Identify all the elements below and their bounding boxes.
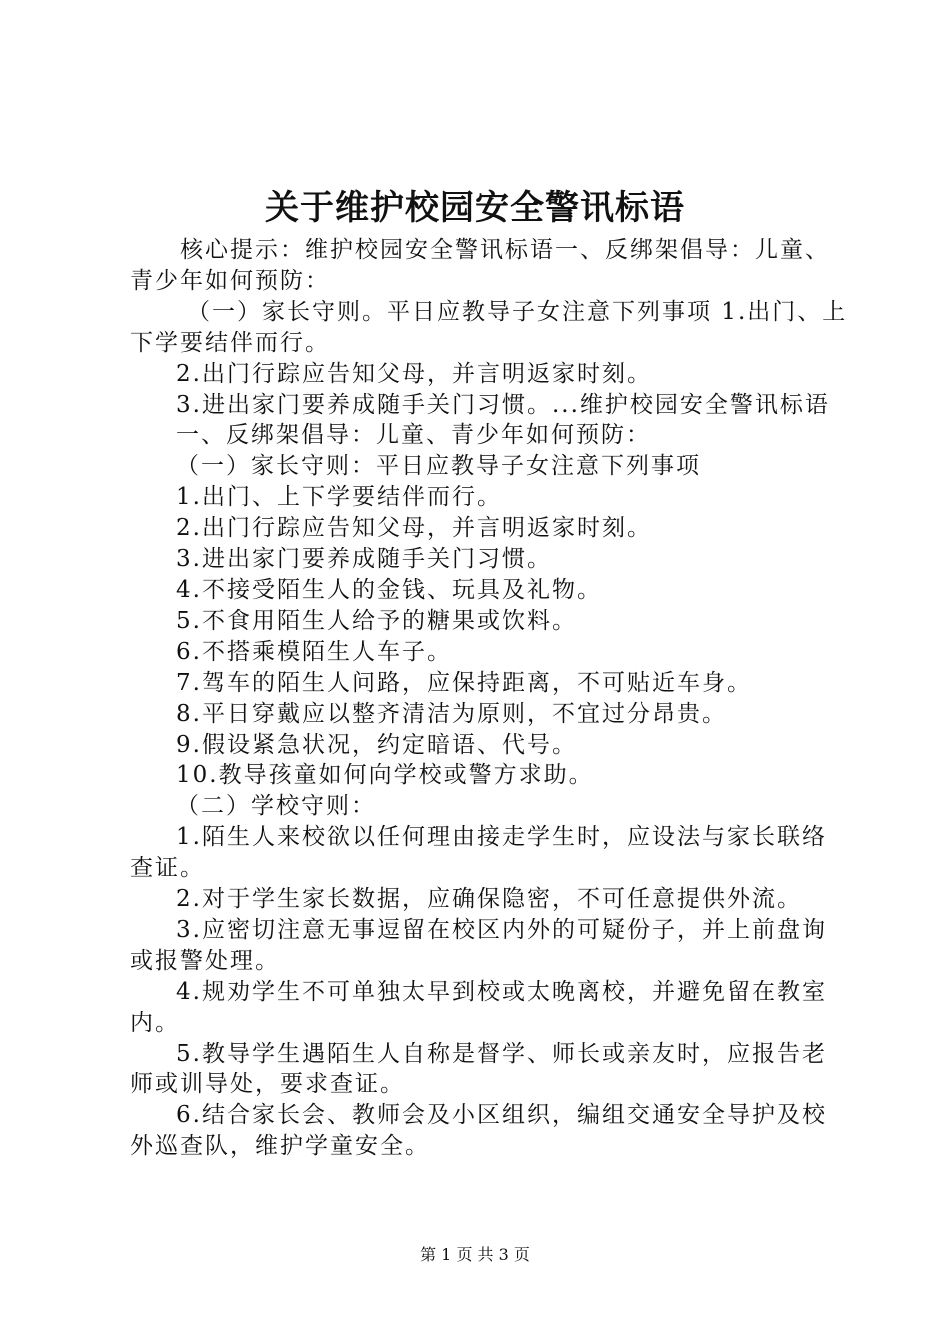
list-item: 10.教导孩童如何向学校或警方求助。 bbox=[176, 762, 594, 789]
list-item: 6.不搭乘模陌生人车子。 bbox=[176, 638, 452, 665]
document-body bbox=[130, 235, 850, 1162]
list-item: 9.假设紧急状况，约定暗语、代号。 bbox=[176, 731, 577, 758]
list-item: 6.结合家长会、教师会及小区组织，编组交通安全导护及校外巡查队，维护学童安全。 bbox=[130, 1102, 827, 1160]
list-item: 1.陌生人来校欲以任何理由接走学生时，应设法与家长联络查证。 bbox=[130, 824, 827, 882]
list-item: 8.平日穿戴应以整齐清洁为原则，不宜过分昂贵。 bbox=[176, 700, 727, 727]
list-item: 7.驾车的陌生人问路，应保持距离，不可贴近车身。 bbox=[176, 669, 752, 696]
list-item: 2.出门行踪应告知父母，并言明返家时刻。 bbox=[176, 515, 652, 542]
list-item: 2.对于学生家长数据，应确保隐密，不可任意提供外流。 bbox=[176, 886, 802, 913]
subsection-heading: （一）家长守则：平日应教导子女注意下列事项 bbox=[176, 453, 701, 480]
list-item: 1.出门、上下学要结伴而行。 bbox=[176, 484, 502, 511]
document-title: 关于维护校园安全警讯标语 bbox=[265, 188, 685, 228]
paragraph-summary-item: 3.进出家门要养成随手关门习惯。...维护校园安全警讯标语 bbox=[176, 391, 830, 418]
list-item: 5.不食用陌生人给予的糖果或饮料。 bbox=[176, 607, 577, 634]
section-heading: 一、反绑架倡导：儿童、青少年如何预防： bbox=[176, 422, 651, 449]
paragraph-core-tip: 核心提示：维护校园安全警讯标语一、反绑架倡导：儿童、青少年如何预防： bbox=[130, 237, 830, 294]
list-item: 5.教导学生遇陌生人自称是督学、师长或亲友时，应报告老师或训导处，要求查证。 bbox=[130, 1040, 827, 1098]
list-item: 4.规劝学生不可单独太早到校或太晚离校，并避免留在教室内。 bbox=[130, 978, 827, 1036]
page-number: 第 1 页 共 3 页 bbox=[420, 1245, 530, 1264]
subsection-heading: （二）学校守则： bbox=[176, 793, 376, 820]
list-item: 3.进出家门要养成随手关门习惯。 bbox=[176, 546, 552, 573]
paragraph-summary-item: 2.出门行踪应告知父母，并言明返家时刻。 bbox=[176, 360, 652, 387]
paragraph-parent-rules-summary: （一）家长守则。平日应教导子女注意下列事项 1.出门、上下学要结伴而行。 bbox=[130, 298, 848, 356]
list-item: 4.不接受陌生人的金钱、玩具及礼物。 bbox=[176, 576, 602, 603]
list-item: 3.应密切注意无事逗留在校区内外的可疑份子，并上前盘询或报警处理。 bbox=[130, 916, 827, 974]
